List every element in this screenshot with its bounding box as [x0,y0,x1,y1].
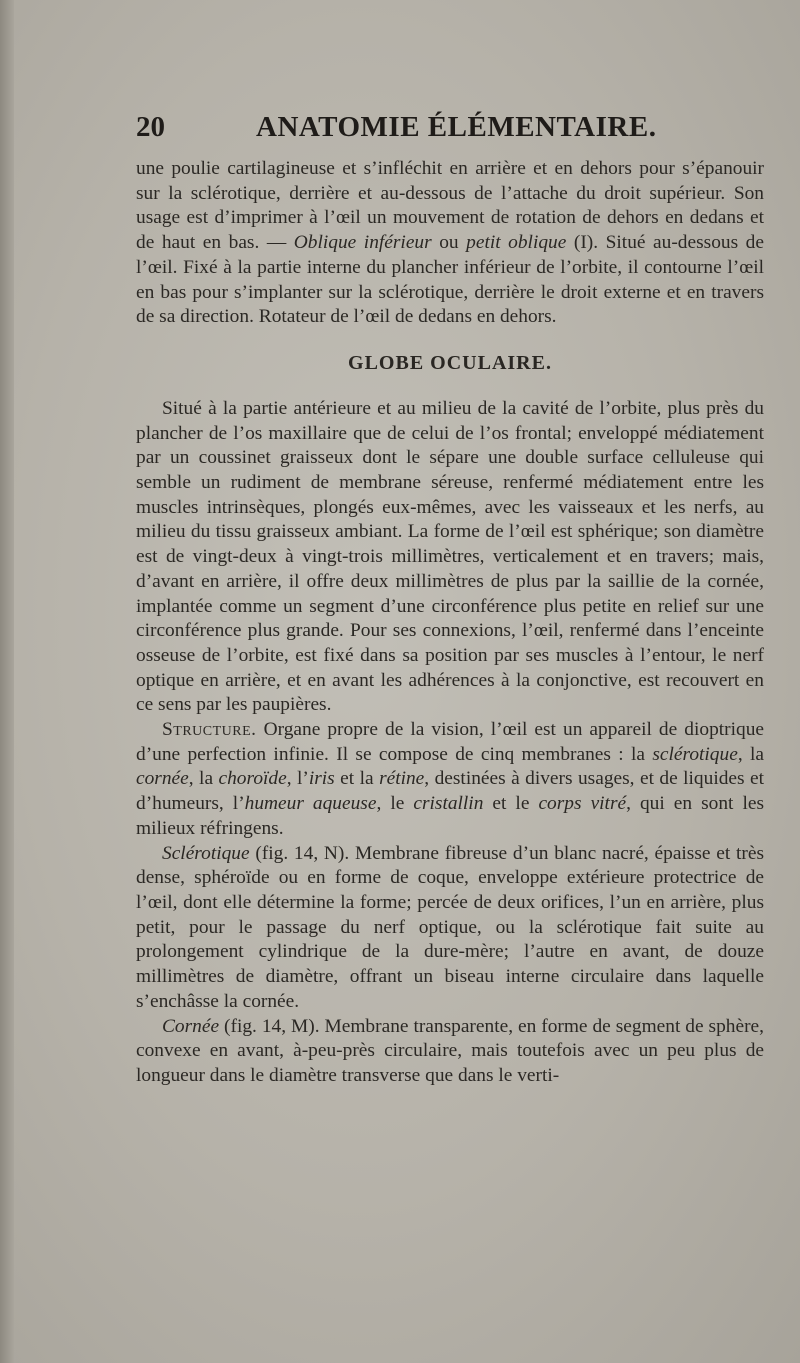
page-binding-edge [0,0,14,1363]
paragraph-sclerotique: Sclérotique (fig. 14, N). Membrane fibreuse d’un blanc nacré, épaisse et très dense, sphéroïde ou en forme de coque, enveloppe extérieure protectrice de l’œil, dont elle détermine la forme; percée de deux orifices, l’un en arrière, plus petit, pour le passage du nerf optique, ou la sclérotique fait suite au prolongement cylindrique de la dure-mère; l’autre en avant, de douze millimètres de diamètre, offrant un biseau interne circulaire dans laquelle s’enchâsse la cornée. [136,842,764,1012]
paragraph-globe-position: Situé à la partie antérieure et au milieu de la cavité de l’orbite, plus près du plancher de l’os maxillaire que de celui de l’os frontal; enveloppé médiatement par un coussinet graisseux dont le sépare une double surface celluleuse qui semble un rudiment de membrane séreuse, renfermé médiatement entre les muscles intrinsèques, plongés eux-mêmes, avec les vaisseaux et les nerfs, au milieu du tissu graisseux ambiant. La forme de l’œil est sphérique; son diamètre est de vingt-deux à vingt-trois millimètres, verticalement et en travers; mais, d’avant en arrière, il offre deux millimètres de plus par la saillie de la cornée, implantée comme un segment d’une circonférence plus petite en relief sur une circonférence plus grande. Pour ses connexions, l’œil, renfermé dans l’enceinte osseuse de l’orbite, est fixé dans sa position par ses muscles à l’entour, le nerf optique en arrière, et en avant les adhérences à la conjonctive, est recouvert en ce sens par les paupières. [136,397,764,716]
page-content [136,105,764,1089]
paragraph-oblique-muscles: une poulie cartilagineuse et s’infléchit en arrière et en dehors pour s’épanouir sur la sclérotique, derrière et au-dessous de l’attache du droit supérieur. Son usage est d’imprimer à l’œil un mouvement de rotation de dehors en dedans et de haut en bas. — Oblique inférieur ou petit oblique (I). Situé au-dessous de l’œil. Fixé à la partie interne du plancher inférieur de l’orbite, il contourne l’œil en bas pour s’implanter sur la sclérotique, derrière le droit externe et en travers de sa direction. Rotateur de l’œil de dedans en dehors. [136,158,764,328]
paragraph-structure: Structure. Organe propre de la vision, l’œil est un appareil de dioptrique d’une perfection infinie. Il se compose de cinq membranes : la sclérotique, la cornée, la choroïde, l’iris et la rétine, destinées à divers usages, et de liquides et d’humeurs, l’humeur aqueuse, le cristallin et le corps vitré, qui en sont les milieux réfringens. [136,719,764,839]
page-header [136,105,764,157]
structure-heading: Structure. [162,719,257,741]
section-title: GLOBE OCULAIRE. [348,351,552,374]
sclerotique-term: Sclérotique [162,842,250,864]
running-title: ANATOMIE ÉLÉMENTAIRE. [256,111,657,143]
cornee-term: Cornée [162,1015,220,1037]
page-number: 20 [136,111,165,143]
paragraph-cornee: Cornée (fig. 14, M). Membrane transparente, en forme de segment de sphère, convexe en avant, à-peu-près circulaire, mais toutefois avec un peu plus de longueur dans le diamètre transverse que dans le verti- [136,1015,764,1086]
